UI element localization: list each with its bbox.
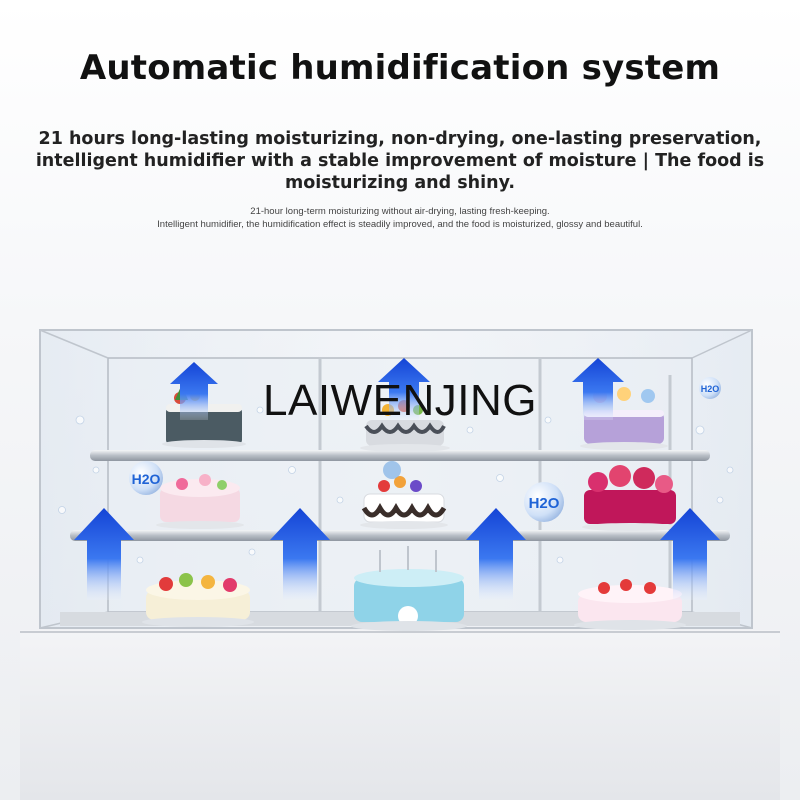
english-line: Intelligent humidifier, the humidification effect is steadily improved, and the food is moisturized, glossy and beautiful. [157,219,643,230]
english-line: 21-hour long-term moisturizing without air-drying, lasting fresh-keeping. [250,206,550,217]
subtitle-line: intelligent humidifier with a stable improvement of moisture | The food is [35,151,765,171]
subtitle-line: 21 hours long-lasting moisturizing, non-drying, one-lasting preservation, [38,129,762,149]
page-title: Automatic humidification system [79,48,721,88]
h2o-label: H2O [528,495,560,512]
h2o-bubble-icon [524,482,564,522]
h2o-label: H2O [700,384,720,394]
shelf-rail-middle [70,530,730,541]
cabinet-base [20,630,780,800]
subtitle-line: moisturizing and shiny. [284,173,516,193]
watermark: LAIWENJING [263,376,537,425]
h2o-label: H2O [131,471,161,487]
h2o-bubble-icon [129,461,163,495]
